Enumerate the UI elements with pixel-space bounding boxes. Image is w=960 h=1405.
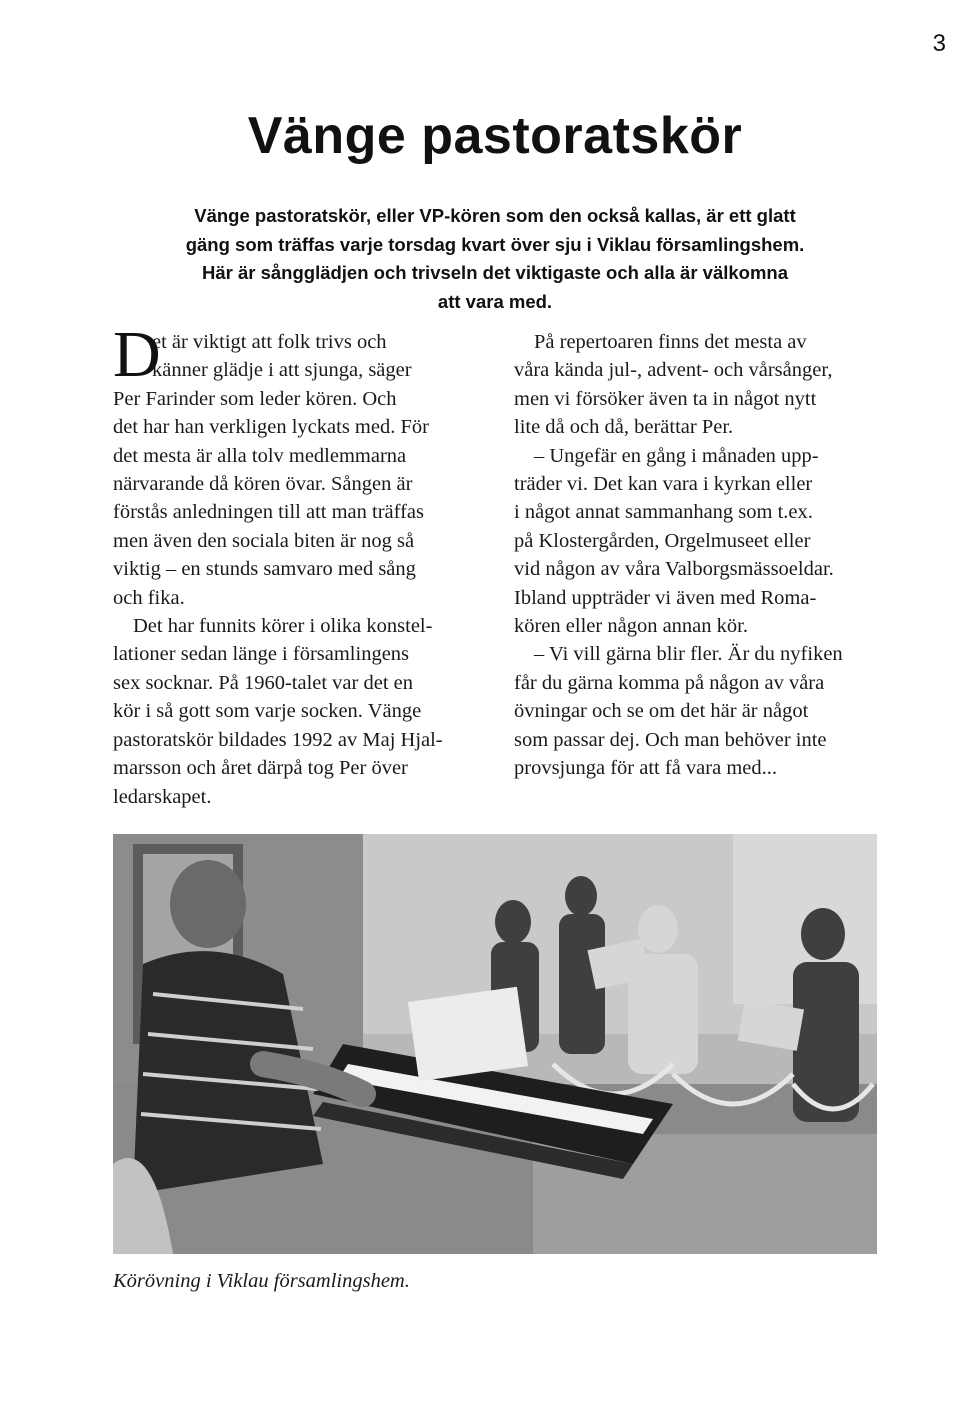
text-line: vid någon av våra Valborgsmässoeldar. [514, 558, 834, 581]
text-line: kören eller någon annan kör. [514, 615, 748, 638]
drop-cap: D [113, 318, 161, 391]
text-line: på Klostergården, Orgelmuseet eller [514, 529, 811, 552]
text-line: närvarande då kören övar. Sången är [113, 473, 413, 496]
text-line: viktig – en stunds samvaro med sång [113, 558, 416, 581]
text-line: lationer sedan länge i församlingens [113, 643, 410, 666]
page-title: Vänge pastoratskör [247, 107, 743, 165]
text-line: övningar och se om det här är något [514, 700, 809, 723]
text-line: Per Farinder som leder kören. Och [113, 387, 397, 410]
text-line: Ibland uppträder vi även med Roma- [514, 586, 817, 609]
right-column [514, 328, 886, 783]
text-line: men även den sociala biten är nog så [113, 529, 415, 552]
text-line: Det har funnits körer i olika konstel- [133, 615, 433, 638]
text-line: sex socknar. På 1960-talet var det en [113, 671, 414, 694]
choir-rehearsal-photo [113, 834, 877, 1254]
text-line: våra kända jul-, advent- och vårsånger, [514, 359, 833, 382]
text-line: – Ungefär en gång i månaden upp- [534, 444, 819, 467]
text-line: som passar dej. Och man behöver inte [514, 728, 827, 751]
text-line: kör i så gott som varje socken. Vänge [113, 700, 422, 723]
text-line: känner glädje i att sjunga, säger [152, 359, 412, 382]
text-line: det mesta är alla tolv medlemmarna [113, 444, 407, 467]
text-line: och fika. [113, 586, 185, 609]
lead-line: Vänge pastoratskör, eller VP-kören som den också kallas, är ett glatt [194, 205, 796, 226]
text-line: i något annat sammanhang som t.ex. [514, 501, 813, 524]
photo-illustration [113, 834, 877, 1254]
text-line: ledarskapet. [113, 785, 212, 808]
paragraph [514, 640, 886, 782]
text-line: marsson och året därpå tog Per över [113, 757, 408, 780]
lead-paragraph [130, 202, 860, 316]
page-number: 3 [932, 30, 946, 57]
left-column [113, 318, 485, 811]
text-line: lite då och då, berättar Per. [514, 416, 734, 439]
photo-caption: Körövning i Viklau församlingshem. [113, 1270, 410, 1292]
lead-line: att vara med. [437, 290, 553, 312]
text-line: provsjunga för att få vara med... [514, 757, 777, 780]
text-line: pastoratskör bildades 1992 av Maj Hjal- [113, 728, 443, 751]
text-line: men vi försöker även ta in något nytt [514, 387, 817, 410]
paragraph [514, 442, 886, 641]
text-line: det har han verkligen lyckats med. För [113, 416, 429, 439]
text-line: et är viktigt att folk trivs och [152, 331, 387, 353]
text-line: förstås anledningen till att man träffas [113, 501, 425, 524]
drop-cap-block [113, 318, 485, 391]
paragraph [113, 385, 485, 612]
text-line: träder vi. Det kan vara i kyrkan eller [514, 473, 813, 496]
lead-line: Här är sångglädjen och trivseln det viktigaste och alla är välkomna [201, 262, 789, 283]
paragraph [113, 612, 485, 811]
text-line: På repertoaren finns det mesta av [534, 331, 807, 353]
lead-line: gäng som träffas varje torsdag kvart över sju i Viklau församlingshem. [185, 233, 805, 255]
text-line: får du gärna komma på någon av våra [514, 671, 825, 694]
text-line: – Vi vill gärna blir fler. Är du nyfiken [534, 643, 843, 666]
paragraph [514, 328, 886, 442]
